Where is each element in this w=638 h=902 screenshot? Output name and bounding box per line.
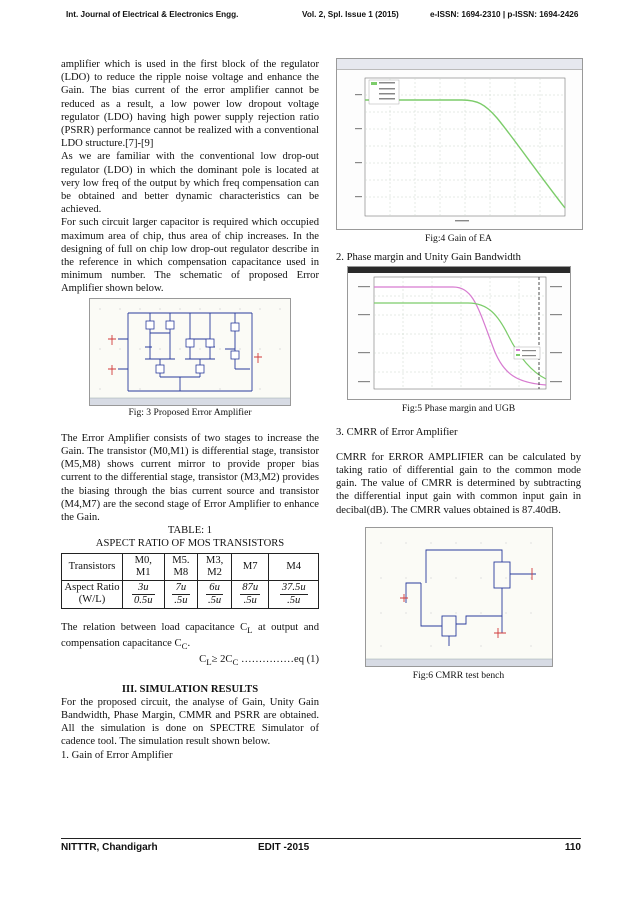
table-row-label: Aspect Ratio (W/L): [62, 580, 123, 608]
issn-info: e-ISSN: 1694-2310 | p-ISSN: 1694-2426: [430, 10, 579, 19]
table-label: TABLE: 1: [167, 525, 213, 537]
figure-error-amplifier-schematic: [89, 298, 291, 406]
paragraph-ldo-intro: amplifier which is used in the first block of the regulator (LDO) to reduce the ripple noise voltage and enhance the Gain. The bias current of the error amplifier cannot be reduced as a result, a low power low dropout voltage regulator (LDO) having high power supply rejection ratio (PSRR) performance cannot be realized with a conventional LDO structure.[7]-[9]: [61, 59, 319, 150]
table-header-row: [62, 553, 319, 580]
phase-margin-plot-drawing: [348, 267, 570, 399]
table-header-cell: M5. M8: [164, 553, 198, 580]
paragraph-load-capacitance: The relation between load capacitance $C_L$ at output and compensation capacitance $C_C$.: [61, 621, 319, 652]
paragraph-capacitor: For such circuit larger capacitor is required which occupied maximum area of chip, thus area of chip increases. In the designing of full on chip low drop-out regulator describe in the reference in which compensation capacitance used in minimum number. The schematic of proposed Error Amplifier shown below.: [61, 217, 319, 295]
figure-cmrr-test-bench: [365, 527, 553, 667]
gain-plot-drawing: [337, 70, 582, 230]
footer-institute: NITTTR, Chandigarh: [61, 842, 158, 853]
paragraph-conventional-ldo: As we are familiar with the conventional low drop-out regulator (LDO) in which the dominant pole is located at very low freq of the output by which freq compensation can be obtained and better dynamic characteristics can be achieved.: [61, 151, 319, 216]
left-column: [61, 58, 319, 762]
figure-3-caption: Fig: 3 Proposed Error Amplifier: [128, 406, 252, 418]
figure-4-caption: Fig:4 Gain of EA: [425, 233, 492, 244]
right-column: [336, 58, 581, 682]
table-header-cell: Transistors: [62, 553, 123, 580]
footer-page-number: 110: [564, 842, 581, 853]
page-footer: [61, 838, 581, 853]
table-cell: $\frac{3u}{0.5u}$: [123, 580, 165, 608]
figure-phase-margin-plot: [347, 266, 571, 400]
figure-gain-plot: [336, 58, 583, 230]
cmrr-test-bench-drawing: [366, 528, 552, 666]
paragraph-simulation: For the proposed circuit, the analyse of Gain, Unity Gain Bandwidth, Phase Margin, CMMR and PSRR are obtained. All the simulation is done on SPECTRE Simulator of cadence tool. The simulation result shown below.: [61, 696, 319, 748]
journal-name: Int. Journal of Electrical & Electronics Engg.: [66, 10, 239, 19]
schematic-drawing: [90, 299, 290, 405]
figure-6-caption: Fig:6 CMRR test bench: [412, 669, 505, 681]
footer-edit: EDIT -2015: [258, 842, 310, 853]
page-header: [0, 10, 638, 24]
volume-info: Vol. 2, Spl. Issue 1 (2015): [302, 10, 399, 19]
simulator-toolbar: [337, 59, 582, 70]
table-header-cell: M4: [269, 553, 319, 580]
item-phase-margin-ugb: 2. Phase margin and Unity Gain Bandwidth: [336, 252, 521, 264]
table-header-cell: M7: [231, 553, 269, 580]
table-title: ASPECT RATIO OF MOS TRANSISTORS: [95, 538, 285, 550]
paragraph-cmrr: CMRR for ERROR AMPLIFIER can be calculated by taking ratio of differential gain to the common mode gain. The value of CMRR is determined by subtracting the differential input gain with common input gain in decibal(dB). The CMRR values obtained is 87.40dB.: [336, 451, 581, 516]
aspect-ratio-table: [61, 553, 319, 609]
section-title-simulation-results: III. SIMULATION RESULTS: [121, 683, 259, 695]
paragraph-two-stages: The Error Amplifier consists of two stages to increase the Gain. The transistor (M0,M1) is differential stage, transistor (M5,M8) shows current mirror to provide proper bias current to the differential stage, transistor (M3,M2) provides the biasing through the bias current source and transistor (M4,M7) are the second stage of Error Amplifier to enhance the Gain.: [61, 432, 319, 524]
item-gain-of-error-amplifier: 1. Gain of Error Amplifier: [61, 749, 173, 761]
figure-5-caption: Fig:5 Phase margin and UGB: [401, 403, 516, 415]
table-cell: $\frac{7u}{.5u}$: [164, 580, 198, 608]
item-cmrr: 3. CMRR of Error Amplifier: [336, 426, 458, 438]
table-header-cell: M3, M2: [198, 553, 232, 580]
table-cell: $\frac{6u}{.5u}$: [198, 580, 232, 608]
table-row: [62, 580, 319, 608]
table-cell: $\frac{37.5u}{.5u}$: [269, 580, 319, 608]
equation-1: $C_L\ge 2C_C$ ……………eq (1): [199, 654, 319, 668]
table-header-cell: M0, M1: [123, 553, 165, 580]
table-cell: $\frac{87u}{.5u}$: [231, 580, 269, 608]
